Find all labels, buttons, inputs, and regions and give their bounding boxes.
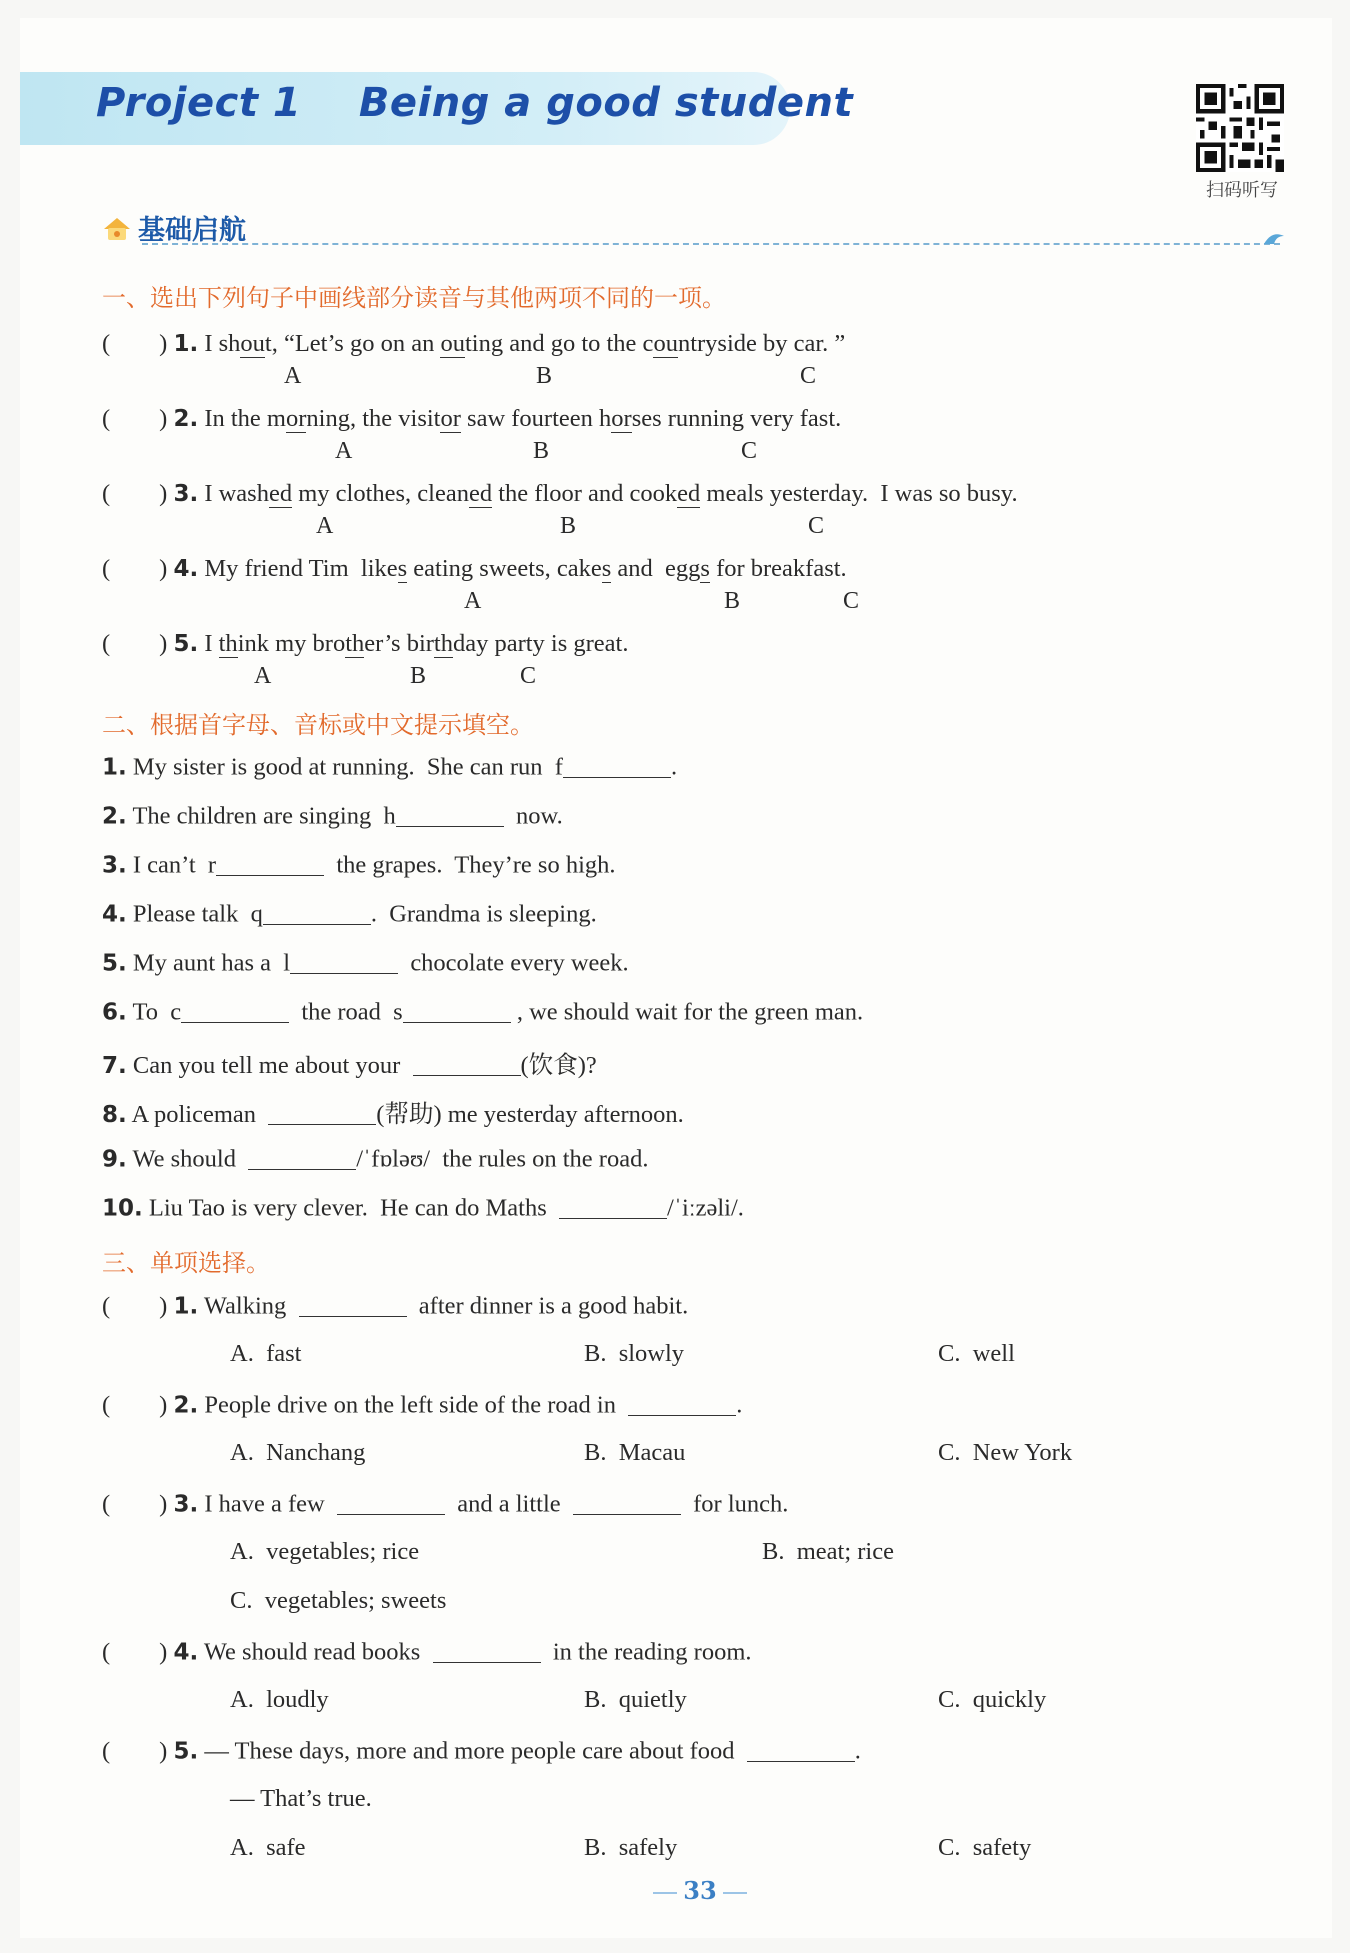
question-number: 4. xyxy=(102,901,127,928)
sentence-text: I sh xyxy=(204,330,241,357)
wave-icon xyxy=(1262,228,1286,246)
sentence-text: day party is great. xyxy=(452,630,629,657)
question-number: 10. xyxy=(102,1195,143,1222)
sentence-text: and egg xyxy=(611,555,701,582)
sentence-text: The children are singing h xyxy=(132,802,396,830)
sentence-text: Liu Tao is very clever. He can do Maths xyxy=(148,1194,560,1222)
question-number: 5. xyxy=(173,1738,199,1765)
page-number-text: 33 xyxy=(683,1876,717,1905)
fill-in-row xyxy=(102,899,597,929)
fill-in-row xyxy=(102,948,629,978)
sentence-text: ses running very fast. xyxy=(631,405,842,432)
question-number: 3. xyxy=(102,852,127,879)
answer-blank[interactable] xyxy=(263,899,371,925)
answer-blank xyxy=(337,1489,445,1515)
sentence-text: I xyxy=(204,630,219,657)
sentence-text: /ˈiːzəli/. xyxy=(667,1194,744,1222)
question-number: 2. xyxy=(173,1392,199,1419)
answer-paren[interactable]: ( ) xyxy=(102,480,174,507)
sentence-text: My sister is good at running. She can run f xyxy=(132,753,563,781)
sentence-text: after dinner is a good habit. xyxy=(406,1292,689,1320)
sentence-text: Walking xyxy=(203,1292,299,1320)
answer-paren[interactable]: ( ) xyxy=(102,630,174,657)
question-number: 4. xyxy=(173,1639,199,1666)
underlined-part: th xyxy=(218,630,238,657)
choice-option[interactable]: C. New York xyxy=(938,1439,1073,1466)
choice-option[interactable]: A. safe xyxy=(230,1834,306,1861)
answer-blank[interactable] xyxy=(216,850,324,876)
choice-option[interactable]: B. quietly xyxy=(584,1686,687,1713)
underlined-part: or xyxy=(440,405,461,432)
sentence-text: (帮助) me yesterday afternoon. xyxy=(376,1101,684,1128)
answer-paren[interactable]: ( ) xyxy=(102,1638,174,1666)
answer-blank xyxy=(747,1736,855,1762)
option-letter: B xyxy=(724,588,741,614)
fill-in-row xyxy=(102,1144,648,1174)
answer-blank[interactable] xyxy=(559,1193,667,1219)
sentence-text: . Grandma is sleeping. xyxy=(370,900,597,928)
house-sun-icon xyxy=(100,213,134,243)
sentence-text: . xyxy=(670,753,678,781)
underlined-part: th xyxy=(345,630,365,657)
choice-option[interactable]: C. vegetables; sweets xyxy=(230,1587,447,1614)
sentence-text: and a little xyxy=(444,1490,573,1518)
answer-paren[interactable]: ( ) xyxy=(102,1737,174,1765)
answer-blank[interactable] xyxy=(396,801,504,827)
sentence-text: ink my bro xyxy=(237,630,346,657)
sentence-text: the grapes. They’re so high. xyxy=(324,851,616,879)
choice-option[interactable]: B. safely xyxy=(584,1834,678,1861)
section-heading xyxy=(100,208,246,247)
question-number: 2. xyxy=(173,406,199,432)
underlined-part: th xyxy=(433,630,453,657)
fill-in-row xyxy=(102,1095,684,1130)
underlined-part: s xyxy=(700,555,710,582)
question-row xyxy=(102,330,845,358)
part2-title: 二、根据首字母、音标或中文提示填空。 xyxy=(102,711,534,739)
sentence-text: /ˈfɒləʊ/ the rules on the road. xyxy=(356,1145,649,1173)
answer-blank[interactable] xyxy=(268,1100,376,1126)
question-number: 6. xyxy=(102,999,127,1026)
underlined-part: ou xyxy=(653,330,678,357)
sentence-text: eating sweets, cake xyxy=(407,555,602,582)
sentence-text: In the m xyxy=(204,405,286,432)
answer-blank xyxy=(299,1291,407,1317)
sentence-text: the road s xyxy=(289,998,403,1026)
option-letter: C xyxy=(843,588,860,614)
question-number: 1. xyxy=(102,754,127,781)
choice-question-row xyxy=(102,1489,788,1519)
option-letter: B xyxy=(536,363,553,389)
question-number: 7. xyxy=(102,1053,127,1079)
sentence-text: We should xyxy=(132,1145,249,1173)
choice-option[interactable]: C. well xyxy=(938,1340,1015,1367)
sentence-text: chocolate every week. xyxy=(398,949,629,977)
part3-title: 三、单项选择。 xyxy=(102,1249,270,1277)
fill-in-row xyxy=(102,1046,597,1081)
answer-blank[interactable] xyxy=(563,752,671,778)
option-letter: C xyxy=(520,663,537,689)
answer-blank[interactable] xyxy=(248,1144,356,1170)
question-number: 1. xyxy=(173,1293,199,1320)
sentence-text: A policeman xyxy=(131,1101,269,1128)
underlined-part: s xyxy=(601,555,612,582)
section-label: 基础启航 xyxy=(138,215,246,246)
option-letter: A xyxy=(316,513,334,539)
sentence-text: My aunt has a l xyxy=(132,949,291,977)
sentence-text: now. xyxy=(503,802,563,830)
choice-option[interactable]: B. Macau xyxy=(584,1439,686,1466)
sentence-text: . xyxy=(736,1391,743,1419)
answer-blank[interactable] xyxy=(403,997,511,1023)
choice-question-row xyxy=(102,1390,742,1420)
choice-option[interactable]: C. safety xyxy=(938,1834,1032,1861)
option-letter: C xyxy=(808,513,825,539)
sentence-text: my clothes, clean xyxy=(292,480,469,507)
underlined-part: s xyxy=(397,555,408,582)
sentence-text: t, “Let’s go on an xyxy=(264,330,441,357)
question-number: 5. xyxy=(173,631,199,657)
answer-paren[interactable]: ( ) xyxy=(102,330,174,357)
fill-in-row xyxy=(102,997,863,1027)
answer-blank xyxy=(628,1390,736,1416)
sentence-text: My friend Tim like xyxy=(204,555,398,582)
sentence-text: People drive on the left side of the road in xyxy=(204,1391,629,1419)
sentence-text: ning, the visit xyxy=(306,405,441,432)
underlined-part: ou xyxy=(440,330,465,357)
sentence-text: Can you tell me about your xyxy=(132,1052,413,1079)
sentence-text: for lunch. xyxy=(680,1490,789,1518)
option-letter: A xyxy=(464,588,482,614)
answer-paren[interactable]: ( ) xyxy=(102,555,174,582)
page-number xyxy=(640,1876,760,1905)
question-row xyxy=(102,555,847,583)
choice-option[interactable]: A. fast xyxy=(230,1340,302,1367)
page-title: Project 1 Being a good student xyxy=(96,80,854,126)
option-letter: A xyxy=(335,438,353,464)
section-divider xyxy=(142,243,1280,245)
sentence-text: ting and go to the c xyxy=(464,330,654,357)
choice-option[interactable]: C. quickly xyxy=(938,1686,1047,1713)
question-number: 5. xyxy=(102,950,127,977)
answer-paren[interactable]: ( ) xyxy=(102,405,174,432)
sentence-text: saw fourteen h xyxy=(460,405,612,432)
qr-caption: 扫码听写 xyxy=(1206,180,1278,201)
answer-paren[interactable]: ( ) xyxy=(102,1490,174,1518)
option-letter: B xyxy=(410,663,427,689)
option-letter: A xyxy=(254,663,272,689)
sentence-text: (饮食)? xyxy=(520,1052,597,1079)
option-letter: B xyxy=(560,513,577,539)
question-number: 3. xyxy=(173,481,199,507)
option-letter: C xyxy=(741,438,758,464)
sentence-text: meals yesterday. I was so busy. xyxy=(700,480,1018,507)
choice-option[interactable]: B. meat; rice xyxy=(762,1538,894,1565)
option-letter: B xyxy=(533,438,550,464)
underlined-part: or xyxy=(611,405,632,432)
answer-blank[interactable] xyxy=(413,1051,521,1077)
option-letter: A xyxy=(284,363,302,389)
fill-in-row xyxy=(102,850,616,880)
question-number: 9. xyxy=(102,1146,127,1173)
sentence-text: We should read books xyxy=(203,1638,433,1666)
sentence-text: Please talk q xyxy=(132,900,263,928)
answer-paren[interactable]: ( ) xyxy=(102,1391,174,1419)
question-number: 8. xyxy=(102,1102,127,1128)
choice-question-row xyxy=(102,1637,752,1667)
sentence-text: ntryside by car. ” xyxy=(677,330,846,357)
underlined-part: ed xyxy=(268,480,293,507)
sentence-text: the floor and cook xyxy=(492,480,678,507)
choice-question-row xyxy=(102,1736,861,1766)
question-row xyxy=(102,480,1018,508)
fill-in-row xyxy=(102,752,677,782)
sentence-text: — These days, more and more people care about food xyxy=(204,1737,747,1765)
option-letter: C xyxy=(800,363,817,389)
answer-blank[interactable] xyxy=(181,997,289,1023)
sentence-text: I can’t r xyxy=(132,851,217,879)
question-row xyxy=(102,405,841,433)
reply-text: — That’s true. xyxy=(230,1785,372,1812)
sentence-text: To c xyxy=(132,998,182,1026)
sentence-text: er’s bir xyxy=(364,630,434,657)
sentence-text: I wash xyxy=(204,480,269,507)
answer-blank[interactable] xyxy=(290,948,398,974)
part1-title: 一、选出下列句子中画线部分读音与其他两项不同的一项。 xyxy=(102,284,726,312)
fill-in-row xyxy=(102,801,563,831)
underlined-part: ou xyxy=(240,330,265,357)
question-number: 1. xyxy=(173,331,199,357)
sentence-text: . xyxy=(854,1737,861,1765)
choice-option[interactable]: A. Nanchang xyxy=(230,1439,366,1466)
underlined-part: or xyxy=(285,405,307,432)
qr-code-icon[interactable] xyxy=(1196,84,1284,172)
choice-option[interactable]: A. vegetables; rice xyxy=(230,1538,420,1565)
answer-paren[interactable]: ( ) xyxy=(102,1292,174,1320)
choice-option[interactable]: A. loudly xyxy=(230,1686,329,1713)
underlined-part: ed xyxy=(677,480,701,507)
question-row xyxy=(102,630,629,658)
choice-option[interactable]: B. slowly xyxy=(584,1340,685,1367)
sentence-text: in the reading room. xyxy=(540,1638,752,1666)
sentence-text: I have a few xyxy=(204,1490,337,1518)
sentence-text: , we should wait for the green man. xyxy=(510,998,864,1026)
answer-blank xyxy=(433,1637,541,1663)
sentence-text: for breakfast. xyxy=(709,555,847,582)
fill-in-row xyxy=(102,1193,744,1223)
question-number: 3. xyxy=(173,1491,199,1518)
answer-blank xyxy=(573,1489,681,1515)
question-number: 2. xyxy=(102,803,127,830)
choice-question-row xyxy=(102,1291,688,1321)
underlined-part: ed xyxy=(468,480,493,507)
question-number: 4. xyxy=(173,556,199,582)
